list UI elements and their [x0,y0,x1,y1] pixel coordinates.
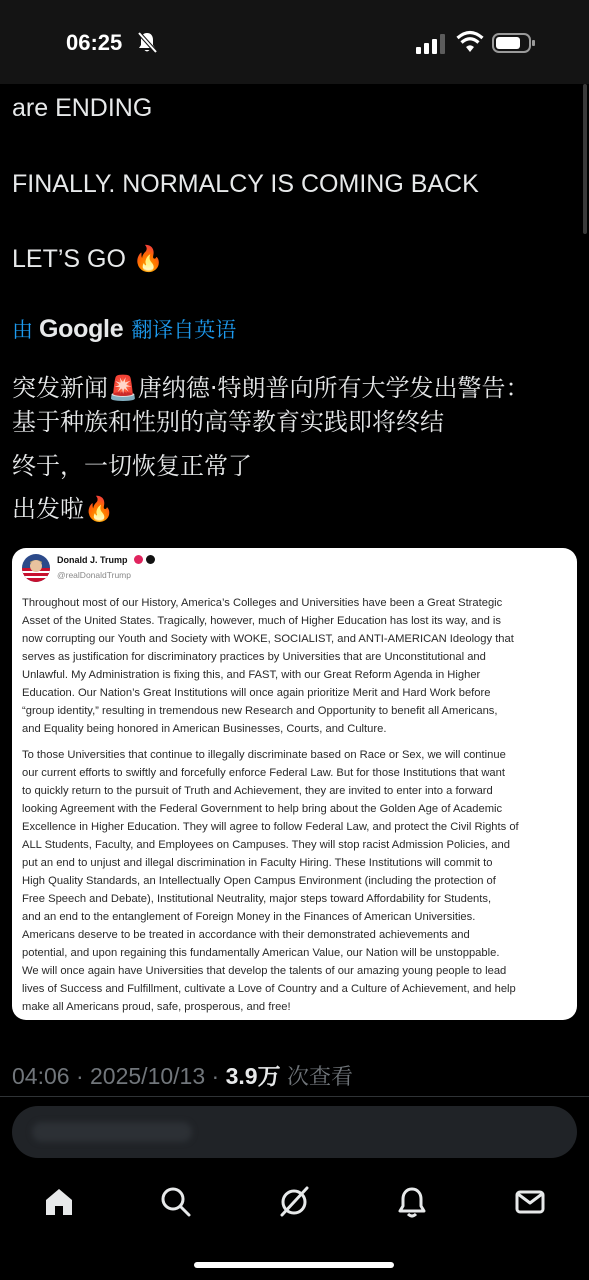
card-text-line: High Quality Standards, an Intellectually Open Campus Environment (including the protection of [22,875,496,887]
translated-text-line: 基于种族和性别的高等教育实践即将终结 [12,408,444,436]
meta-separator: · [205,1063,226,1089]
view-count-label: 次查看 [286,1065,353,1090]
wifi-icon [456,30,484,54]
card-paragraph-1 [22,594,572,738]
verified-badge-icon [134,555,143,564]
affiliate-badge-icon [146,555,155,564]
translated-text-line: 终于，一切恢复正常了 [12,452,252,480]
card-text-line: Excellence in Higher Education. They will agree to follow Federal Law, and protect the Civil Rights of [22,821,519,833]
grok-icon[interactable] [276,1184,312,1220]
scrollbar[interactable] [583,84,587,234]
card-text-line: and an end to the entanglement of Foreign Money in the Finances of American Universities. [22,911,476,923]
card-text-line: our current efforts to swiftly and forcefully enforce Federal Law. But for those Institutions that want [22,767,505,779]
card-text-line: ALL Students, Faculty, and Employees on Campuses. They will stop racist Admission Policies, and [22,839,510,851]
card-text-line: now corrupting our Youth and Society with WOKE, SOCIALIST, and ANTI-AMERICAN Ideology that [22,633,514,645]
view-count[interactable]: 3.9万 [225,1063,281,1089]
tweet-time: 04:06 [12,1063,70,1089]
status-time: 06:25 [66,30,123,55]
home-icon[interactable] [41,1184,77,1220]
reply-placeholder-blurred [32,1122,192,1142]
card-paragraph-2 [22,746,572,1016]
card-text-line: Americans deserve to be treated in accordance with their demonstrated achievements and [22,929,470,941]
card-text-line: Asset of the United States. Tragically, however, much of Higher Education has lost its way, and is [22,615,502,627]
mute-bell-icon [136,30,158,54]
signal-icon [416,34,446,54]
card-text-line: to quickly return to the pursuit of Truth and Achievement, they are invited to enter into a forward [22,785,493,797]
card-text-line: lives of Success and Fulfillment, cultivate a Love of Country and a Culture of Achievement, and help [22,983,516,995]
card-text-line: make all Americans proud, safe, prosperous, and free! [22,1001,291,1013]
card-text-line: Education. Our Nation’s Great Institutions will once again prioritize Merit and Hard Work before [22,687,491,699]
card-author-name: Donald J. Trump [57,555,128,565]
attached-image-card[interactable] [12,548,577,1020]
status-bar [0,0,589,84]
notifications-icon[interactable] [394,1184,430,1220]
translated-text-line: 出发啦🔥 [12,495,114,523]
home-indicator[interactable] [194,1262,394,1268]
card-text-line: To those Universities that continue to illegally discriminate based on Race or Sex, we will continue [22,749,506,761]
meta-separator: · [69,1063,91,1089]
reply-input[interactable] [12,1106,577,1158]
messages-icon[interactable] [512,1184,548,1220]
card-text-line: Free Speech and Debate), Institutional Neutrality, major steps toward Affordability for Students, [22,893,492,905]
search-icon[interactable] [158,1184,194,1220]
card-text-line: looking Agreement with the Federal Government to help bring about the Golden Age of Academic [22,803,503,815]
card-text-line: Unlawful. My Administration is fixing this, and FAST, with our Great Reform Agenda in Higher [22,669,481,681]
card-text-line: We will once again have Universities that develop the talents of our amazing young people to lead [22,965,507,977]
card-text-line: serves as justification for discriminatory practices by Universities that are Unconstitutional and [22,651,486,663]
card-text-line: and Equality being honored in American Businesses, Courts, and Culture. [22,723,387,735]
divider [0,1096,589,1097]
tweet-meta [12,1058,353,1091]
translated-by-google-link[interactable] [12,314,236,344]
battery-icon [492,32,536,54]
card-text-line: “group identity,” resulting in tremendous new Research and Opportunity to benefit all Americans, [22,705,498,717]
card-text-line: Throughout most of our History, America’s Colleges and Universities have been a Great Strategic [22,597,503,609]
tweet-text-line: are ENDING [12,94,153,122]
translated-text-line: 突发新闻🚨唐纳德·特朗普向所有大学发出警告： [12,374,530,402]
translated-by-prefix: 由 [12,319,33,342]
google-logo: Google [39,314,124,343]
translated-from-label: 翻译自英语 [131,319,237,342]
card-text-line: put an end to unjust and illegal discrimination in Faculty Hiring. These Institutions will commit to [22,857,493,869]
card-author-handle: @realDonaldTrump [57,570,131,580]
avatar [22,554,50,582]
tweet-text-line: LET’S GO 🔥 [12,245,164,273]
card-text-line: potential, and upon regaining this fundamentally American Value, our Nation will be unstoppable. [22,947,500,959]
tweet-date: 2025/10/13 [90,1063,206,1089]
tweet-text-line: FINALLY. NORMALCY IS COMING BACK [12,170,479,198]
